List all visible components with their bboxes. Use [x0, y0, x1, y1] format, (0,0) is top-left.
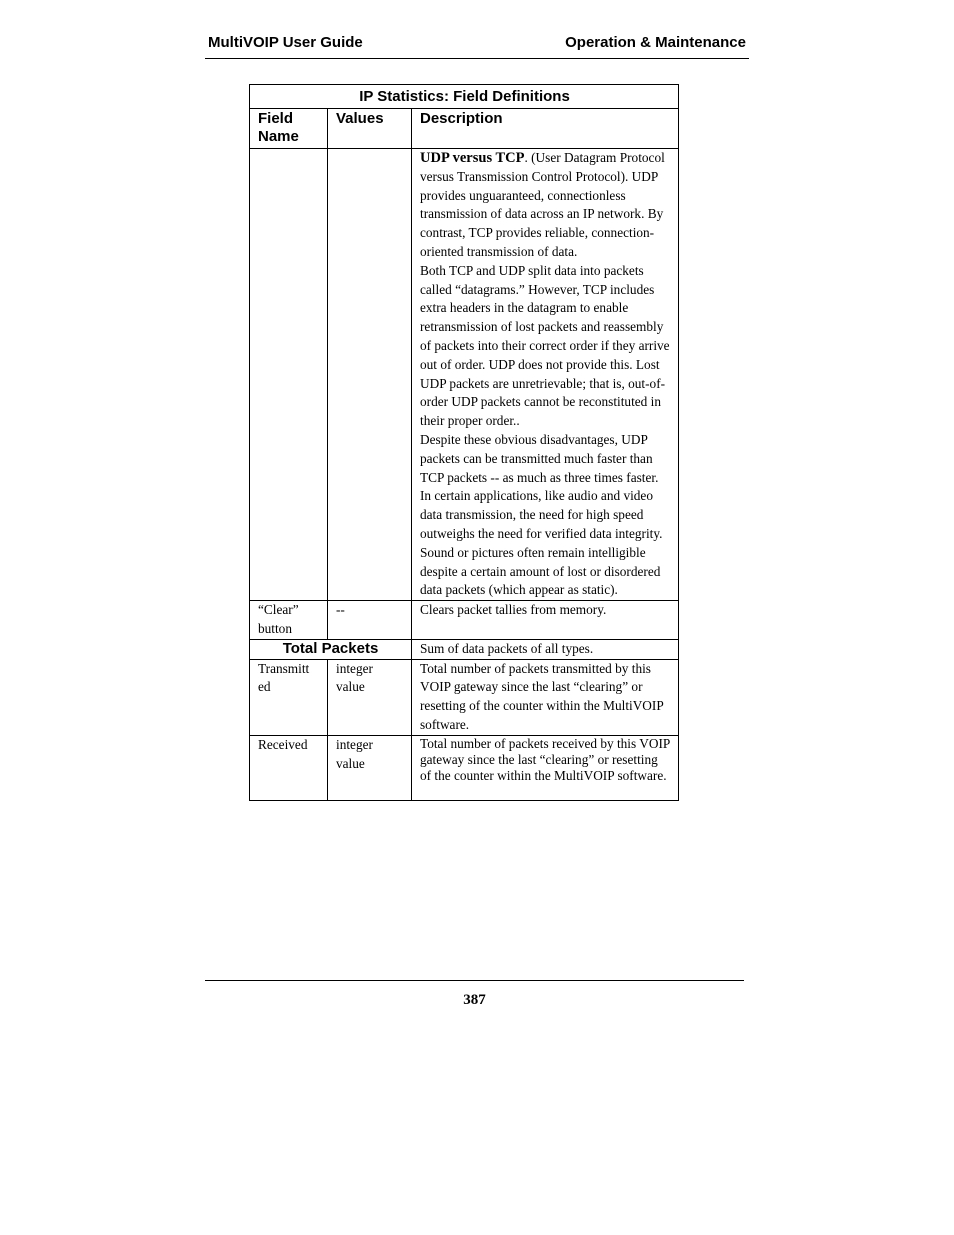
column-header-description: Description: [412, 109, 679, 149]
table-cell-empty: [328, 149, 412, 601]
table-row: [250, 601, 679, 640]
values-transmitted: integer value: [328, 659, 412, 735]
udp-tcp-paragraph-1: [420, 149, 671, 262]
header-guide-title: MultiVOIP User Guide: [208, 34, 363, 51]
udp-tcp-term: UDP versus TCP: [420, 150, 525, 166]
udp-tcp-paragraph-3: Despite these obvious disadvantages, UDP packets can be transmitted much faster than TCP packets -- as much as three times faster. In certain applications, like audio and video data transmission, the need for high speed outweighs the need for verified data integrity. Sound or pictures often remain intelligible despite a certain amount of lost or disordered data packets (which appear as static).: [420, 431, 663, 598]
section-label-total-packets: Total Packets: [250, 639, 412, 659]
page-header: [205, 33, 749, 59]
description-transmitted: Total number of packets transmitted by this VOIP gateway since the last “clearing” or resetting of the counter within the MultiVOIP software.: [412, 659, 679, 735]
footer-divider: [205, 980, 744, 981]
description-total-packets: Sum of data packets of all types.: [412, 639, 679, 659]
values-received: integer value: [328, 735, 412, 800]
values-clear-button: --: [328, 601, 412, 640]
udp-tcp-paragraph-2: Both TCP and UDP split data into packets called “datagrams.” However, TCP includes extra headers in the datagram to enable retransmission of lost packets and reassembly of packets into their correct order if they arrive out of order. UDP does not provide this. Lost UDP packets are unretrievable; that is, out-of-order UDP packets cannot be reconstituted in their proper order..: [420, 262, 670, 429]
field-name-clear-button: “Clear” button: [250, 601, 328, 640]
field-definitions-table: [249, 84, 679, 801]
header-section-title: Operation & Maintenance: [565, 34, 746, 51]
column-header-field-name: Field Name: [250, 109, 328, 149]
table-title-row: [250, 85, 679, 109]
field-name-received: Received: [250, 735, 328, 800]
table-row: [250, 659, 679, 735]
description-clear-button: Clears packet tallies from memory.: [412, 601, 679, 640]
field-name-transmitted: Transmitt ed: [250, 659, 328, 735]
table-cell-empty: [250, 149, 328, 601]
table-header-row: [250, 109, 679, 149]
table-row: [250, 149, 679, 601]
table-section-row: [250, 639, 679, 659]
description-received: Total number of packets received by this VOIP gateway since the last “clearing” or resetting of the counter within the MultiVOIP software.: [412, 735, 679, 800]
udp-tcp-description: [412, 149, 679, 601]
column-header-values: Values: [328, 109, 412, 149]
udp-tcp-intro: . (User Datagram Protocol versus Transmission Control Protocol). UDP provides unguaranteed, connectionless transmission of data across an IP network. By contrast, TCP provides reliable, connection-oriented transmission of data.: [420, 150, 665, 259]
table-title: IP Statistics: Field Definitions: [250, 85, 679, 109]
page-number: 387: [463, 992, 486, 1008]
table-row: [250, 735, 679, 800]
